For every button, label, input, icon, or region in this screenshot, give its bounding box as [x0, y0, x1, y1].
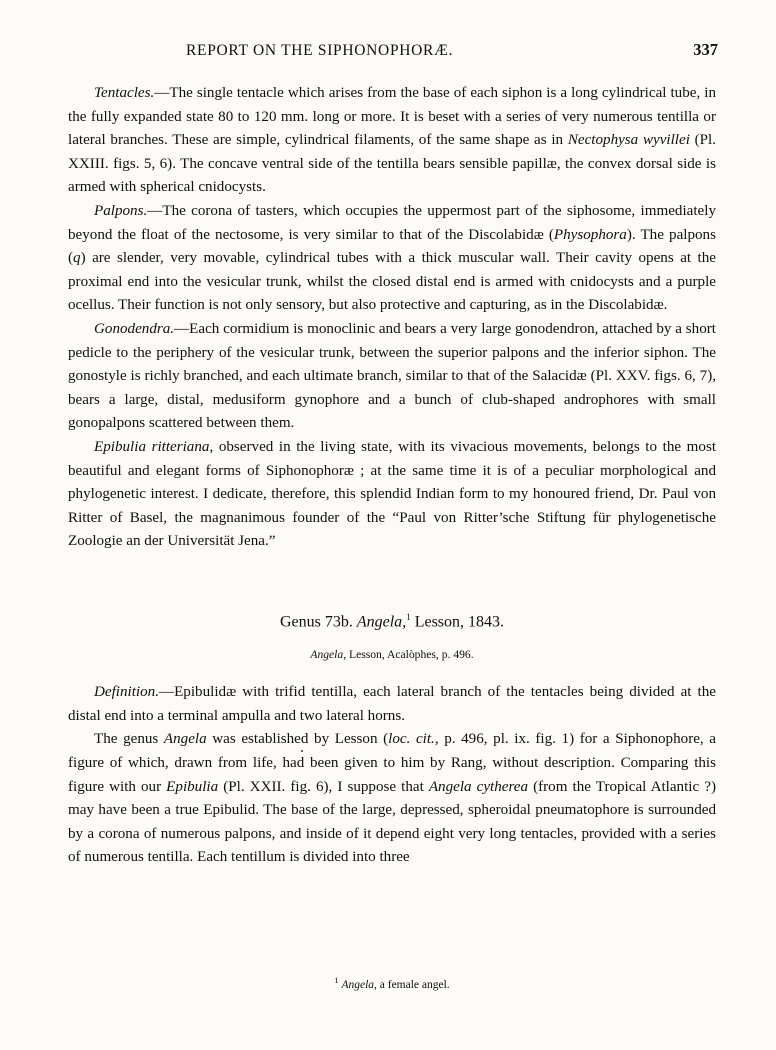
page-body: [68, 82, 716, 870]
paragraph-text-1: observed in the living state, with its vivacious movements, belongs to the most beautiful and elegant forms of Siphonophoræ ; at the same time it is of a peculiar morphological and phylogenetic interest. I dedicate, therefore, this splendid Indian form to my honoured friend, Dr. Paul von Ritter of Basel, the magnanimous founder of the “Paul von Ritter’sche Stiftung für phylogenetische Zoologie an der Universität Jena.”: [68, 438, 717, 550]
paragraph-lead-term: Definition.: [94, 684, 159, 701]
paragraph-lead-dash: —: [154, 85, 170, 101]
paragraph-text-1: The genus: [94, 731, 164, 748]
ink-speck: [301, 750, 303, 752]
paragraph-text-3: , p. 496, pl. ix. fig. 1) for a Siphonophore, a figure of which, drawn from life, had been given to him by Rang, without description. Comparing this figure with our: [68, 731, 717, 795]
paragraph-text-2: (Pl. XXIII. figs. 5, 6). The concave ventral side of the tentilla bears sensible papillæ, the convex dorsal side is armed with spherical cnidocysts.: [68, 132, 716, 196]
paragraph-lead-comma: ,: [209, 438, 214, 455]
paragraph-text-5: (from the Tropical Atlantic ?) may have been a true Epibulid. The base of the large, depressed, spheroidal pneumatophore is surrounded by a corona of numerous palpons, and inside of it depend eight very long tentacles, provided with a series of numerous tentilla. Each tentillum is divided into three: [68, 778, 716, 866]
paragraph-text-2: ). The palpons (: [68, 226, 716, 267]
paragraph-text-1: The corona of tasters, which occupies the uppermost part of the siphosome, immediately beyond the float of the nectosome, is very similar to that of the Discolabidæ (: [68, 202, 716, 243]
genus-name-angela: Angela: [163, 731, 207, 748]
paragraph-genus-angela: [68, 728, 716, 870]
page-footnote: [68, 975, 716, 991]
page-folio: 337: [693, 40, 718, 59]
genus-subheading-rest: , Lesson, Acalòphes, p. 496.: [343, 648, 474, 662]
genus-name-physophora: Physophora: [553, 226, 627, 243]
paragraph-text-1: Each cormidium is monoclinic and bears a very large gonodendron, attached by a short pedicle to the periphery of the vesicular trunk, between the superior palpons and the inferior siphon. The gonostyle is richly branched, and each ultimate branch, similar to that of the Salacidæ (Pl. XXV. figs. 6, 7), bears a large, distal, medusiform gynophore and a bunch of club-shaped androphores with small gonopalpons scattered between them.: [68, 320, 716, 432]
paragraph-gonodendra: [68, 318, 716, 436]
paragraph-lead-term: Tentacles.: [94, 85, 155, 101]
genus-name-epibulia: Epibulia: [166, 778, 219, 795]
paragraph-text-2: was established by Lesson (: [206, 731, 389, 748]
genus-heading-prefix: Genus 73b.: [279, 613, 357, 631]
genus-heading: [68, 606, 716, 633]
footnote-genus-name: Angela: [341, 978, 375, 991]
footnote-marker: 1: [334, 975, 339, 985]
page-header: [68, 42, 718, 60]
species-name-nectophysa: Nectophysa wyvillei: [567, 132, 690, 149]
paragraph-lead-term: Palpons.: [94, 202, 148, 219]
genus-subheading: [68, 647, 716, 663]
paragraph-text-4: (Pl. XXII. fig. 6), I suppose that: [218, 778, 429, 795]
genus-heading-suffix: Lesson, 1843.: [410, 613, 505, 631]
paragraph-text-3: ) are slender, very movable, cylindrical tubes with a thick muscular wall. Their cavity opens at the proximal end into the vesicular trunk, whilst the closed distal end is armed with cnidocysts and a purple ocellus. Their function is not only sensory, but also protective and capturing, as in the Discolabidæ.: [68, 250, 716, 314]
genus-subheading-name: Angela: [310, 648, 344, 662]
paragraph-lead-term: Gonodendra.: [94, 320, 175, 337]
paragraph-tentacles: [68, 82, 716, 200]
paragraph-text-1: Epibulidæ with trifid tentilla, each lateral branch of the tentacles being divided at the distal end into a terminal ampulla and two lateral horns.: [68, 684, 716, 724]
citation-loc-cit: loc. cit.: [388, 731, 435, 748]
running-head: REPORT ON THE SIPHONOPHORÆ.: [186, 42, 454, 59]
letter-label-q: q: [73, 250, 81, 267]
species-name-angela-cytherea: Angela cytherea: [428, 778, 529, 795]
paragraph-epibulia-ritteriana: [68, 436, 716, 554]
paragraph-text-1: The single tentacle which arises from the base of each siphon is a long cylindrical tube, in the fully expanded state 80 to 120 mm. long or more. It is beset with a series of very numerous tentilla or lateral branches. These are simple, cylindrical filaments, of the same shape as in: [68, 85, 716, 149]
paragraph-definition: [68, 681, 716, 728]
paragraph-palpons: [68, 200, 716, 318]
genus-heading-name: Angela,: [356, 613, 407, 631]
paragraph-lead-dash: —: [174, 320, 190, 337]
paragraph-lead-species: Epibulia ritteriana: [94, 438, 210, 455]
paragraph-lead-dash: —: [147, 202, 163, 219]
footnote-reference[interactable]: 1: [406, 611, 411, 622]
paragraph-lead-dash: —: [158, 684, 175, 701]
footnote-text: , a female angel.: [374, 978, 450, 991]
